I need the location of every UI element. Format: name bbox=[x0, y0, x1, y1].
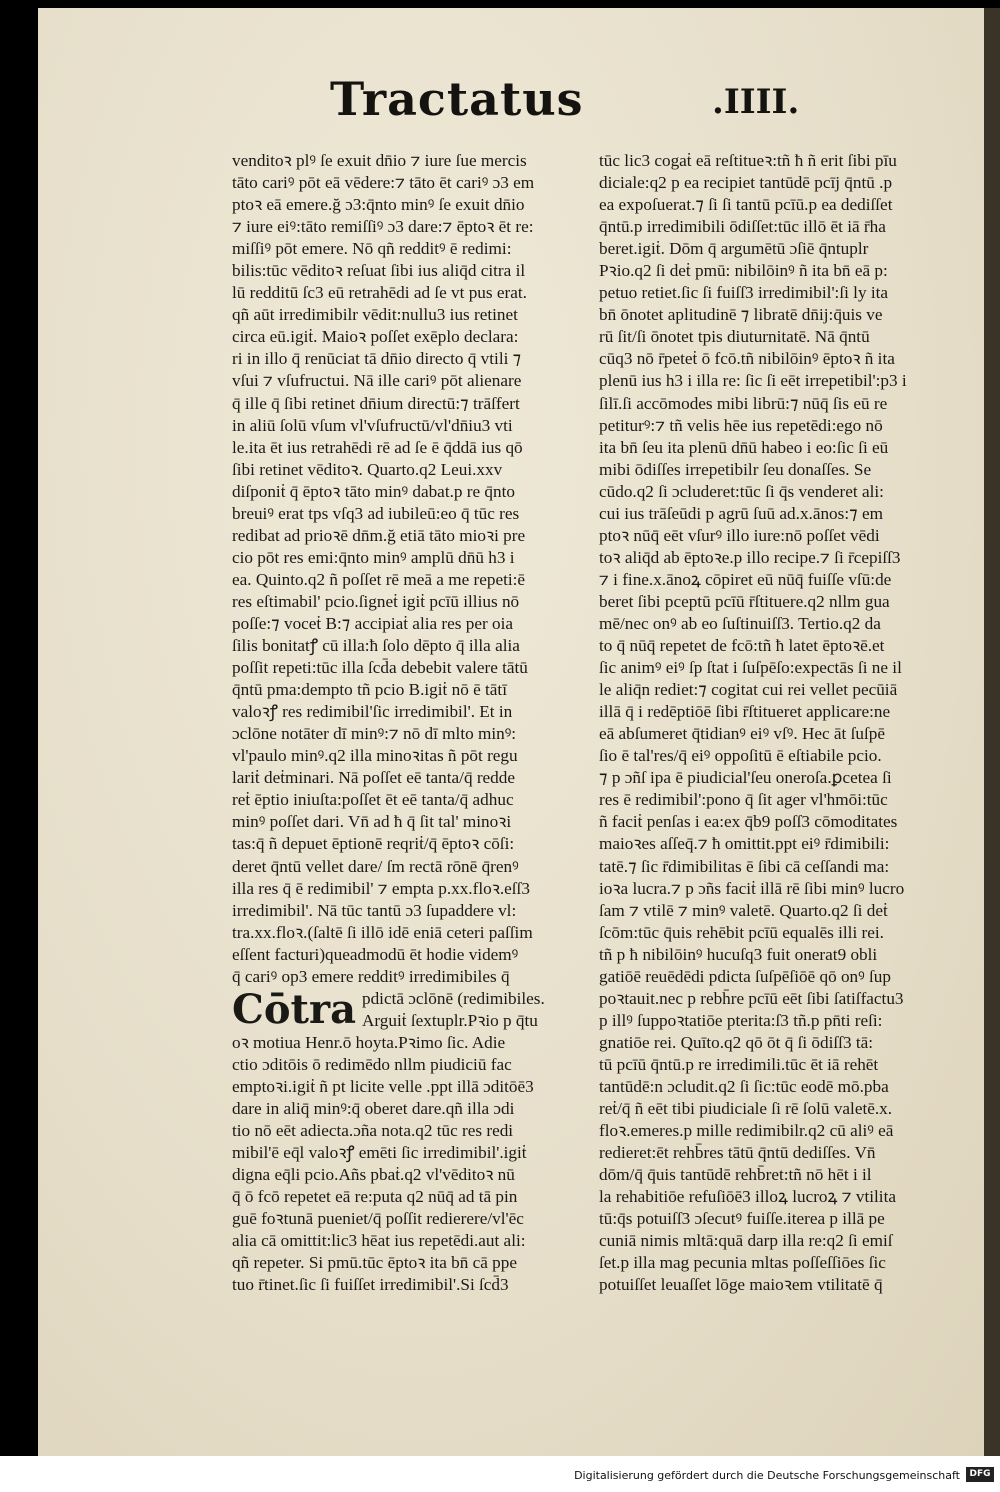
text-line: in aliū ſolū vſum vl'vſufructū/vl'dn̄iu3 vti bbox=[232, 415, 513, 435]
text-line: petuo retiet.ſic ſi fuiſſ3 irredimibil':ſi ly ita bbox=[599, 283, 889, 303]
text-line: deret q̄ntū vellet dare/ ſm rectā rōnē q̄renꝰ bbox=[232, 856, 519, 876]
text-line: toꝛ aliq̄d ab ēptoꝛe.p illo recipe.⁊ ſi r̄cepiſſ3 bbox=[599, 547, 901, 567]
text-line: tra.xx.floꝛ.(ſaltē ſi illō idē eniā ceteri paſſim bbox=[232, 922, 533, 942]
text-line: alia cā omittit:lic3 hēat ius repetēdi.aut ali: bbox=[232, 1231, 526, 1251]
text-line: tuo r̄tinet.ſic ſi fuiſſet irredimibil'.Si ſcd̄3 bbox=[232, 1275, 509, 1295]
text-line: cui ius trāſeūdi p agrū ſuū ad.x.ānos:⁊ em bbox=[599, 503, 883, 523]
text-line: rū ſit/ſi ōnotet tpis diuturnitatē. Nā q̄ntū bbox=[599, 327, 870, 347]
text-line: ⁊ p ɔñſ ipa ē piudicial'ſeu oneroſa.ꝑcetea ſi bbox=[599, 768, 892, 788]
text-line: diſponiṫ q̄ ēptoꝛ tāto minꝰ dabat.p re q̄nto bbox=[232, 481, 515, 501]
text-line: gatiōē reuēdēdi pdicta ſuſpēſiōē qō onꝰ ſup bbox=[599, 966, 891, 986]
left-text-column bbox=[232, 150, 582, 1296]
text-line: digna eq̄li pcio.Añs pbaṫ.q2 vl'vēditoꝛ nū bbox=[232, 1165, 515, 1185]
text-line: ri in illo q̄ renūciat tā dn̄io directo q̄ vtili ⁊ bbox=[232, 349, 522, 369]
text-line: tūc lic3 cogaṫ eā reſtitueꝛ:tñ ħ ñ erit ſibi pīu bbox=[599, 151, 897, 170]
text-line: ſilis bonitatꝭ cū illa:ħ ſolo dēpto q̄ illa alia bbox=[232, 636, 520, 656]
text-line: ſilī.ſi accōmodes mibi librū:⁊ nūq̄ ſis eū re bbox=[599, 393, 888, 413]
text-line: tantūdē:n ɔcludit.q2 ſi ſic:tūc eodē mō.pba bbox=[599, 1076, 889, 1096]
text-line: guē foꝛtunā pueniet/q̄ poſſit redierere/vl'ēc bbox=[232, 1209, 524, 1229]
text-line: emptoꝛi.igiṫ ñ pt licite velle .ppt illā ɔditōē3 bbox=[232, 1076, 534, 1096]
text-line: diciale:q2 p ea recipiet tantūdē pcīj q̄ntū .p bbox=[599, 173, 893, 193]
text-line: bilis:tūc vēditoꝛ reſuat ſibi ius aliq̄d citra il bbox=[232, 261, 526, 281]
text-line: eā abſumeret q̄tidianꝰ eiꝰ vſꝰ. Hec āt ſuſpē bbox=[599, 724, 885, 744]
text-line: dare in aliq̄ minꝰ:q̄ oberet dare.qñ illa ɔdi bbox=[232, 1099, 515, 1119]
text-line: tñ p ħ nibilōinꝰ hucuſq3 fuit onerat9 obli bbox=[599, 944, 878, 964]
text-line: mibi ōdiſſes irrepetibilr ſeu donaſſes. Se bbox=[599, 459, 872, 479]
text-line: qñ repeter. Si pmū.tūc ēptoꝛ ita bn̄ cā ppe bbox=[232, 1253, 517, 1273]
text-line: illā q̄ i redēptiōē ſibi r̄ſtitueret applicare:ne bbox=[599, 702, 891, 722]
text-line: tas:q̄ ñ depuet ēptionē reqriṫ/q̄ ēptoꝛ cōſi: bbox=[232, 834, 515, 854]
text-line: ptoꝛ nūq̄ eēt vſurꝰ illo iure:nō poſſet vēdi bbox=[599, 525, 880, 545]
text-line: pdictā ɔclōnē (redimibiles. bbox=[361, 988, 545, 1008]
text-line: eſſent facturi)queadmodū ēt hodie videmꝰ bbox=[232, 944, 519, 964]
text-line: ſio ē tal'res/q̄ eiꝰ oppoſitū ē eſtiabile pcio. bbox=[599, 746, 882, 766]
text-line: le.ita ēt ius retrahēdi rē ad ſe ē q̄ddā ius qō bbox=[232, 437, 523, 457]
text-line: venditoꝛ plꝰ ſe exuit dn̄io ⁊ iure ſue mercis bbox=[232, 151, 527, 170]
text-line: illa res q̄ ē redimibil' ⁊ empta p.xx.floꝛ.eſſ3 bbox=[232, 878, 530, 898]
text-line: tatē.⁊ ſic r̄dimibilitas ē ſibi cā ceſſandi ma: bbox=[599, 856, 890, 876]
text-line: mibil'ē eq̄l valoꝛꝭ emēti ſic irredimibil'.igiṫ bbox=[232, 1143, 527, 1163]
text-line: res ē redimibil':pono q̄ ſit ager vl'hmōi:tūc bbox=[599, 790, 888, 810]
text-line: reṫ/q̄ ñ eēt tibi piudiciale ſi rē ſolū valetē.x. bbox=[599, 1099, 893, 1119]
text-line: ita bn̄ ſeu ita plenū dn̄ū habeo i eo:ſic ſi eū bbox=[599, 437, 889, 457]
text-line: miſſiꝰ pōt emere. Nō qñ redditꝰ ē redimi: bbox=[232, 239, 512, 259]
contra-section bbox=[232, 985, 582, 1033]
text-line: tū:q̄s potuiſſ3 ɔſecutꝰ fuiſſe.iterea p illā pe bbox=[599, 1209, 885, 1229]
text-line: vl'paulo minꝰ.q2 illa minoꝛitas ñ pōt regu bbox=[232, 746, 518, 766]
text-line: breuiꝰ erat tps vſq3 ad iubileū:eo q̄ tūc res bbox=[232, 503, 520, 523]
text-line: ſcōm:tūc q̄uis rehēbit pcīū equalēs illi rei. bbox=[599, 922, 884, 942]
text-line: res eſtimabil' pcio.ſigneṫ igiṫ pcīū illius nō bbox=[232, 591, 520, 611]
text-line: Pꝛio.q2 ſi deṫ pmū: nibilōinꝰ ñ ita bn̄ eā p: bbox=[599, 261, 888, 281]
text-line: tū pcīū q̄ntū.p re irredimili.tūc ēt iā rehēt bbox=[599, 1054, 879, 1074]
text-line: ea expoſuerat.⁊ ſi ſi tantū pcīū.p ea dediſſet bbox=[599, 195, 893, 215]
right-text-column bbox=[599, 150, 959, 1296]
text-line: lū redditū ſc3 eū retrahēdi ad ſe vt pus erat. bbox=[232, 283, 527, 303]
text-line: petiturꝰ:⁊ tñ velis hēe ius repetēdi:ego nō bbox=[599, 415, 883, 435]
text-line: ⁊ iure eiꝰ:tāto remiſſiꝰ ɔ3 dare:⁊ ēptoꝛ ēt re: bbox=[232, 217, 534, 237]
text-line: ſam ⁊ vtilē ⁊ minꝰ valetē. Quarto.q2 ſi deṫ bbox=[599, 900, 888, 920]
dfg-logo: DFG bbox=[966, 1467, 994, 1482]
text-line: tio nō eēt adiecta.ɔña nota.q2 tūc res redi bbox=[232, 1121, 514, 1141]
text-line: poꝛtauit.nec p rebh̄re pcīū eēt ſibi ſatiſfactu3 bbox=[599, 988, 904, 1008]
text-line: cuniā nimis mltā:quā darp illa re:q2 ſi emiſ bbox=[599, 1231, 893, 1251]
text-line: minꝰ poſſet dari. Vn̄ ad ħ q̄ ſit tal' minoꝛi bbox=[232, 812, 512, 832]
text-line: oꝛ motiua Henr.ō hoyta.Pꝛimo ſic. Adie bbox=[232, 1032, 506, 1052]
text-line: q̄ntū pma:dempto tñ pcio B.igiṫ nō ē tātī bbox=[232, 680, 507, 700]
text-line: mē/nec onꝰ ab eo ſuſtinuiſſ3. Tertio.q2 da bbox=[599, 613, 881, 633]
text-line: irredimibil'. Nā tūc tantū ɔ3 ſupaddere vl: bbox=[232, 900, 517, 920]
text-line: to q̄ nūq̄ repetet de fcō:tñ ħ latet ēptoꝛē.et bbox=[599, 636, 885, 656]
text-line: circa eū.igiṫ. Maioꝛ poſſet exēplo declara: bbox=[232, 327, 519, 347]
text-line: Arguiṫ ſextuplr.Pꝛio p q̄tu bbox=[361, 1010, 538, 1030]
text-line: le aliq̄n rediet:⁊ cogitat cui rei vellet pecūiā bbox=[599, 680, 898, 700]
text-line: cio pōt res emi:q̄nto minꝰ amplū dn̄ū h3 i bbox=[232, 547, 515, 567]
page-edge bbox=[984, 8, 1000, 1456]
text-line: ſet.p illa mag pecunia mltas poſſeſſiōes ſic bbox=[599, 1253, 886, 1273]
footer-bar bbox=[0, 1456, 1000, 1492]
text-line: ea. Quinto.q2 ñ poſſet rē meā a me repeti:ē bbox=[232, 569, 526, 589]
text-line: potuiſſet leuaſſet lōge maioꝛem vtilitatē q̄ bbox=[599, 1275, 883, 1295]
text-line: redieret:ēt rehb̄res tātū q̄ntū dediſſes. Vn̄ bbox=[599, 1143, 876, 1163]
text-line: poſſit repeti:tūc illa ſcd̄a debebit valere tātū bbox=[232, 658, 528, 678]
text-line: la rehabitiōe refuſiōē3 illoꝝ lucroꝝ ⁊ vtilita bbox=[599, 1187, 896, 1207]
text-line: reṫ ēptio iniuſta:poſſet ēt eē tanta/q̄ adhuc bbox=[232, 790, 514, 810]
text-line: qñ aūt irredimibilr vēdit:nullu3 ius retinet bbox=[232, 305, 518, 325]
text-line: beret ſibi pceptū pcīū r̄ſtituere.q2 nllm gua bbox=[599, 591, 890, 611]
running-title: Tractatus bbox=[330, 72, 584, 126]
text-line: q̄ cariꝰ op3 emere redditꝰ irredimibiles q̄ bbox=[232, 966, 510, 986]
text-line: ſic animꝰ eiꝰ ſp ſtat i ſuſpēſo:expectās ſi ne il bbox=[599, 658, 902, 678]
text-line: dōm/q̄ q̄uis tantūdē rehb̄ret:tñ nō hēt i il bbox=[599, 1165, 872, 1185]
text-line: ſibi retinet vēditoꝛ. Quarto.q2 Leui.xxv bbox=[232, 459, 503, 479]
text-line: tāto cariꝰ pōt eā vēdere:⁊ tāto ēt cariꝰ ɔ3 em bbox=[232, 173, 535, 193]
text-line: floꝛ.emeres.p mille redimibilr.q2 cū aliꝰ eā bbox=[599, 1121, 894, 1141]
contra-initial: Cōtra bbox=[232, 985, 356, 1033]
text-line: p illꝰ ſuppoꝛtatiōe pterita:ſ3 tñ.p pn̄ti reſi: bbox=[599, 1010, 883, 1030]
folio-number: .IIII. bbox=[712, 82, 800, 122]
text-line: ɔclōne notāter dī minꝰ:⁊ nō dī mlto minꝰ: bbox=[232, 724, 517, 744]
text-line: ioꝛa lucra.⁊ p ɔñs faciṫ illā rē ſibi minꝰ lucro bbox=[599, 878, 905, 898]
text-line: bn̄ ōnotet aplitudinē ⁊ libratē dn̄ij:q̄uis ve bbox=[599, 305, 883, 325]
text-line: q̄ ille q̄ ſibi retinet dn̄ium directū:⁊ trāſfert bbox=[232, 393, 520, 413]
text-line: plenū ius h3 i illa re: ſic ſi eēt irrepetibil':p3 i bbox=[599, 371, 907, 391]
text-line: maioꝛes aſſeq̄.⁊ ħ omittit.ppt eiꝰ r̄dimibili: bbox=[599, 834, 890, 854]
text-line: cūdo.q2 ſi ɔcluderet:tūc ſi q̄s venderet ali: bbox=[599, 481, 884, 501]
text-line: lariṫ deṫminari. Nā poſſet eē tanta/q̄ redde bbox=[232, 768, 515, 788]
text-line: vſui ⁊ vſufructui. Nā ille cariꝰ pōt alienare bbox=[232, 371, 522, 391]
text-line: valoꝛꝭ res redimibil'ſic irredimibil'. Et in bbox=[232, 702, 513, 722]
text-line: q̄ ō fcō repetet eā re:puta q2 nūq̄ ad tā pin bbox=[232, 1187, 518, 1207]
text-line: beret.igiṫ. Dōm q̄ argumētū ɔſiē q̄ntuplr bbox=[599, 239, 869, 259]
text-line: poſſe:⁊ voceṫ B:⁊ accipiaṫ alia res per oia bbox=[232, 613, 513, 633]
text-line: q̄ntū.p irredimibili ōdiſſet:tūc illō ēt iā r̄ha bbox=[599, 217, 886, 237]
text-line: gnatiōe rei. Quīto.q2 qō ōt q̄ ſi ōdiſſ3 tā: bbox=[599, 1032, 874, 1052]
text-line: cūq3 nō r̄peteṫ ō fcō.tñ nibilōinꝰ ēptoꝛ ñ ita bbox=[599, 349, 895, 369]
text-line: ptoꝛ eā emere.ğ ɔ3:q̄nto minꝰ ſe exuit dn̄io bbox=[232, 195, 525, 215]
text-line: redibat ad prioꝛē dn̄m.ğ etiā tāto mioꝛi pre bbox=[232, 525, 526, 545]
text-line: ñ faciṫ penſas i ea:ex q̄b9 poſſ3 cōmoditates bbox=[599, 812, 898, 832]
text-line: ctio ɔditōis ō redimēdo nllm piudiciū fac bbox=[232, 1054, 512, 1074]
funding-notice: Digitalisierung gefördert durch die Deutsche Forschungsgemeinschaft bbox=[574, 1469, 960, 1482]
text-line: ⁊ i fine.x.ānoꝝ cōpiret eū nūq̄ fuiſſe vſū:de bbox=[599, 569, 892, 589]
